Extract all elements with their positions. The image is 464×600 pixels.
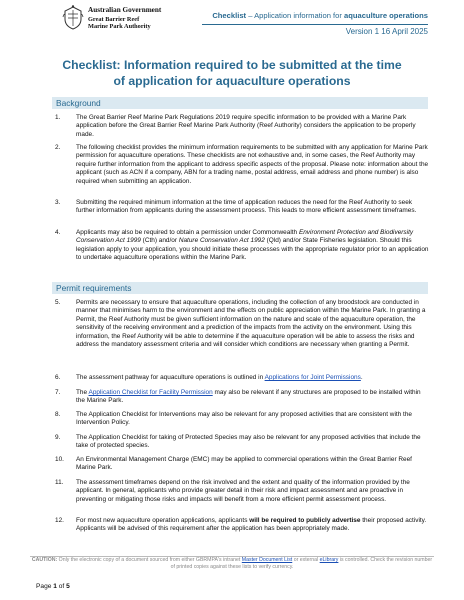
applications-joint-permissions-link[interactable]: Applications for Joint Permissions xyxy=(264,374,361,381)
section-heading-permit-requirements: Permit requirements xyxy=(52,282,428,294)
government-logo xyxy=(62,5,172,35)
coat-of-arms-icon xyxy=(62,5,84,31)
page-number: Page 1 of 5 xyxy=(36,583,70,590)
master-document-list-link[interactable]: Master Document List xyxy=(241,557,293,563)
org-name: Australian Government xyxy=(88,6,162,14)
caution-notice: CAUTION: Only the electronic copy of a document sourced from either GBRMPA's intranet Master Document List or external eLibrary is controlled. Check the revision number of printed copies against these lists to verify currency. xyxy=(31,557,433,570)
elibrary-link[interactable]: eLibrary xyxy=(319,557,339,563)
facility-permission-checklist-link[interactable]: Application Checklist for Facility Permission xyxy=(88,389,213,396)
section-heading-background: Background xyxy=(52,97,428,109)
header-divider xyxy=(202,24,428,25)
page-title: Checklist: Information required to be submitted at the time of application for aquaculture operations xyxy=(62,58,402,88)
authority-name: Great Barrier Reef Marine Park Authority xyxy=(88,16,151,31)
document-header-title: Checklist – Application information for aquaculture operations xyxy=(212,11,428,20)
document-version: Version 1 16 April 2025 xyxy=(345,27,428,36)
page-header xyxy=(0,0,464,40)
